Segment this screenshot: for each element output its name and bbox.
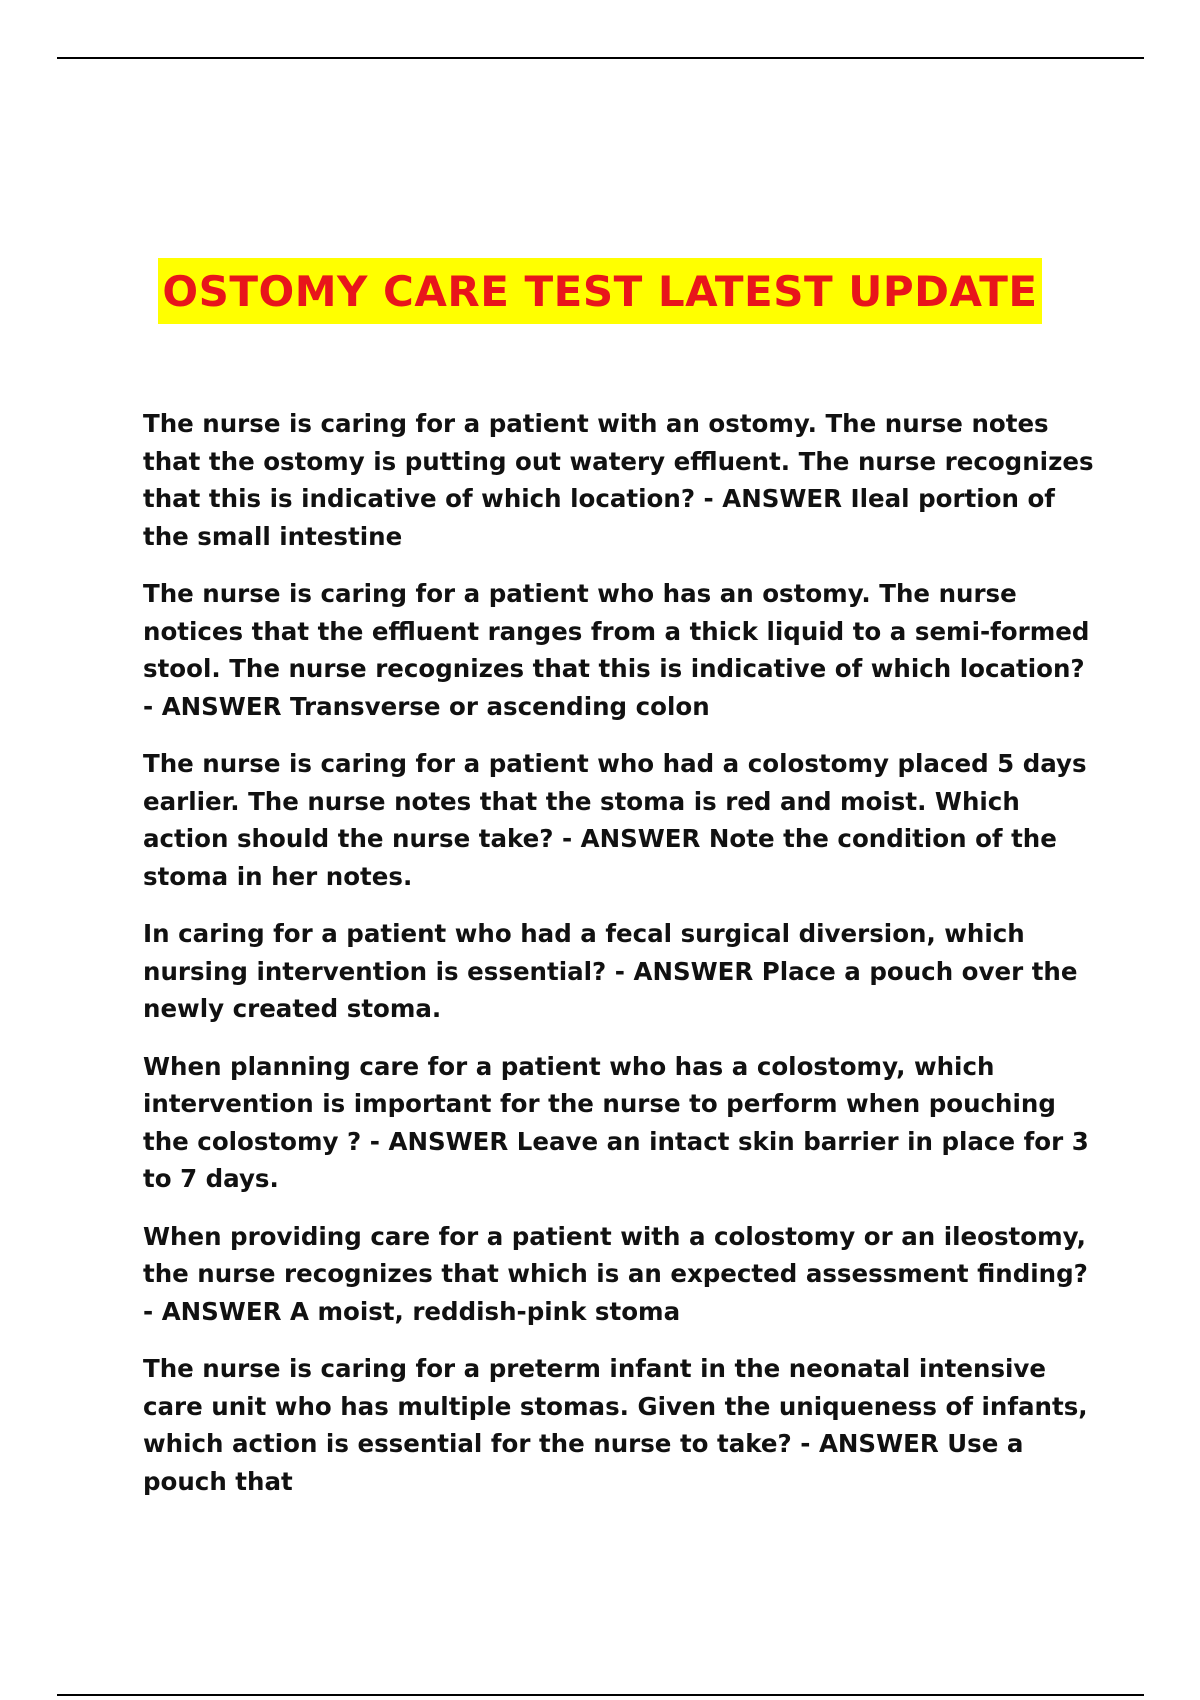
qa-list (143, 405, 1098, 1520)
top-rule (57, 57, 1144, 59)
qa-item: When planning care for a patient who has a colostomy, which intervention is important for the nurse to perform when pouching the colostomy ? - ANSWER Leave an intact skin barrier in place for 3 to 7 days. (143, 1051, 1089, 1193)
qa-item: In caring for a patient who had a fecal surgical diversion, which nursing intervention is essential? - ANSWER Place a pouch over the newly created stoma. (143, 919, 1078, 1023)
qa-item: The nurse is caring for a patient who has an ostomy. The nurse notices that the effluent ranges from a thick liquid to a semi-formed stool. The nurse recognizes that this is indicative of which location? - ANSWER Transverse or ascending colon (143, 579, 1090, 721)
title-container (0, 258, 1200, 324)
qa-item: When providing care for a patient with a colostomy or an ileostomy, the nurse recognizes that which is an expected assessment finding? - ANSWER A moist, reddish-pink stoma (143, 1221, 1088, 1326)
qa-item: The nurse is caring for a patient who had a colostomy placed 5 days earlier. The nurse notes that the stoma is red and moist. Which action should the nurse take? - ANSWER Note the condition of the stoma in her notes. (143, 749, 1087, 891)
bottom-rule (57, 1694, 1144, 1696)
page-title: OSTOMY CARE TEST LATEST UPDATE (158, 258, 1041, 324)
qa-item: The nurse is caring for a preterm infant in the neonatal intensive care unit who has multiple stomas. Given the uniqueness of infants, which action is essential for the nurse to take? - ANSWER Use a pouch that (143, 1354, 1088, 1496)
qa-item: The nurse is caring for a patient with an ostomy. The nurse notes that the ostomy is putting out watery effluent. The nurse recognizes that this is indicative of which location? - ANSWER Ileal portion of the small intestine (143, 409, 1094, 551)
